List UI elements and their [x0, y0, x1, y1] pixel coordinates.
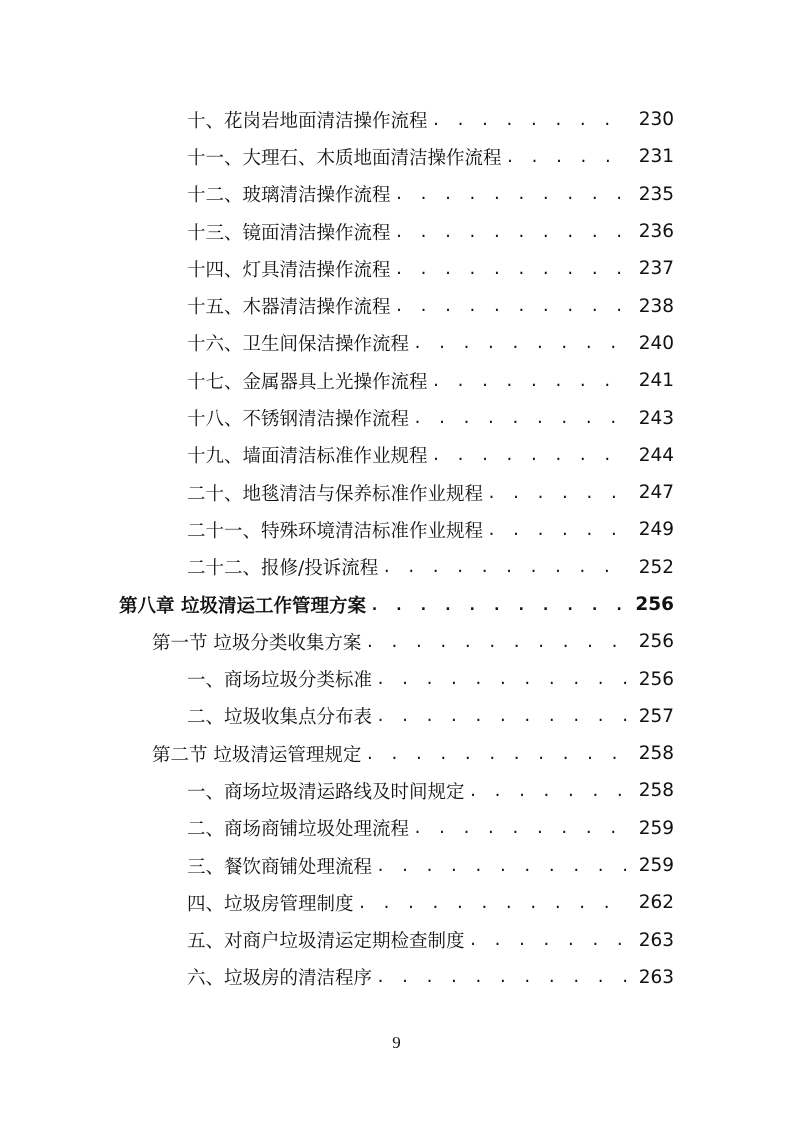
- toc-entry-title: 第八章 垃圾清运工作管理方案: [119, 595, 366, 617]
- toc-entry-title: 十七、金属器具上光操作流程: [187, 371, 428, 393]
- toc-entry-title: 二、垃圾收集点分布表: [187, 707, 373, 729]
- toc-entry-page: 241: [638, 370, 674, 392]
- toc-item-entry[interactable]: [0, 213, 793, 250]
- toc-entry-page: 259: [638, 855, 674, 877]
- dot-leader: [487, 521, 628, 539]
- toc-entry-title: 第二节 垃圾清运管理规定: [152, 744, 362, 766]
- toc-entry-title: 五、对商户垃圾清运定期检查制度: [187, 931, 465, 953]
- toc-entry-page: 240: [638, 332, 674, 354]
- toc-item-entry[interactable]: [0, 362, 793, 399]
- toc-entry-page: 256: [635, 594, 674, 615]
- toc-entry-title: 十八、不锈钢清洁操作流程: [187, 409, 410, 431]
- toc-item-entry[interactable]: [0, 474, 793, 511]
- toc-item-entry[interactable]: [0, 549, 793, 586]
- dot-leader: [376, 968, 628, 986]
- toc-entry-page: 247: [638, 482, 674, 504]
- dot-leader: [365, 633, 628, 651]
- page-number: 9: [392, 1033, 401, 1052]
- toc-entry-page: 259: [638, 817, 674, 839]
- toc-entry-title: 十三、镜面清洁操作流程: [187, 222, 391, 244]
- dot-leader: [506, 148, 628, 166]
- toc-item-entry[interactable]: [0, 660, 793, 697]
- toc-item-entry[interactable]: [0, 437, 793, 474]
- toc-entry-page: 236: [638, 221, 674, 243]
- toc-entry-page: 230: [638, 109, 674, 131]
- toc-item-entry[interactable]: [0, 698, 793, 735]
- toc-entry-title: 十、花岗岩地面清洁操作流程: [187, 110, 428, 132]
- toc-entry-title: 十二、玻璃清洁操作流程: [187, 185, 391, 207]
- toc-item-entry[interactable]: [0, 810, 793, 847]
- dot-leader: [413, 409, 628, 427]
- toc-entry-title: 一、商场垃圾清运路线及时间规定: [187, 781, 465, 803]
- toc-entry-page: 263: [638, 966, 674, 988]
- dot-leader: [469, 782, 628, 800]
- toc-entry-title: 六、垃圾房的清洁程序: [187, 968, 373, 990]
- toc-chapter-entry[interactable]: [0, 586, 793, 623]
- toc-entry-title: 二十二、报修/投诉流程: [187, 558, 379, 580]
- toc-item-entry[interactable]: [0, 772, 793, 809]
- toc-entry-title: 第一节 垃圾分类收集方案: [152, 632, 362, 654]
- toc-item-entry[interactable]: [0, 176, 793, 213]
- toc-entry-page: 231: [638, 146, 674, 168]
- toc-entry-page: 235: [638, 183, 674, 205]
- toc-item-entry[interactable]: [0, 101, 793, 138]
- dot-leader: [432, 111, 628, 129]
- dot-leader: [395, 260, 628, 278]
- toc-entry-title: 十一、大理石、木质地面清洁操作流程: [187, 147, 502, 169]
- toc-entry-page: 256: [638, 631, 674, 653]
- toc-entry-page: 257: [638, 705, 674, 727]
- dot-leader: [395, 223, 628, 241]
- toc-entry-page: 258: [638, 780, 674, 802]
- toc-entry-title: 十五、木器清洁操作流程: [187, 297, 391, 319]
- dot-leader: [413, 819, 628, 837]
- toc-section-entry[interactable]: [0, 623, 793, 660]
- toc-entry-page: 258: [638, 743, 674, 765]
- toc-item-entry[interactable]: [0, 250, 793, 287]
- dot-leader: [395, 297, 628, 315]
- toc-entry-title: 四、垃圾房管理制度: [187, 893, 354, 915]
- toc-entry-title: 二十、地毯清洁与保养标准作业规程: [187, 483, 484, 505]
- dot-leader: [432, 446, 628, 464]
- toc-entry-page: 263: [638, 929, 674, 951]
- toc-entry-page: 249: [638, 519, 674, 541]
- toc-section-entry[interactable]: [0, 735, 793, 772]
- toc-entry-title: 十四、灯具清洁操作流程: [187, 259, 391, 281]
- toc-item-entry[interactable]: [0, 847, 793, 884]
- dot-leader: [382, 558, 628, 576]
- dot-leader: [432, 372, 628, 390]
- toc-item-entry[interactable]: [0, 138, 793, 175]
- toc-item-entry[interactable]: [0, 922, 793, 959]
- toc-item-entry[interactable]: [0, 399, 793, 436]
- table-of-contents: [0, 101, 793, 996]
- toc-entry-page: 244: [638, 444, 674, 466]
- toc-item-entry[interactable]: [0, 325, 793, 362]
- toc-entry-title: 三、餐饮商铺处理流程: [187, 856, 373, 878]
- toc-entry-page: 256: [638, 668, 674, 690]
- toc-entry-title: 二十一、特殊环境清洁标准作业规程: [187, 520, 484, 542]
- toc-entry-page: 243: [638, 407, 674, 429]
- toc-entry-page: 238: [638, 295, 674, 317]
- dot-leader: [376, 857, 628, 875]
- toc-entry-title: 一、商场垃圾分类标准: [187, 670, 373, 692]
- toc-entry-title: 十六、卫生间保洁操作流程: [187, 334, 410, 356]
- dot-leader: [370, 596, 628, 614]
- toc-entry-page: 237: [638, 258, 674, 280]
- toc-item-entry[interactable]: [0, 287, 793, 324]
- dot-leader: [413, 334, 628, 352]
- toc-entry-title: 十九、墙面清洁标准作业规程: [187, 446, 428, 468]
- dot-leader: [365, 745, 628, 763]
- dot-leader: [469, 931, 628, 949]
- toc-item-entry[interactable]: [0, 511, 793, 548]
- dot-leader: [376, 707, 628, 725]
- dot-leader: [358, 894, 628, 912]
- toc-entry-page: 252: [638, 556, 674, 578]
- toc-entry-page: 262: [638, 892, 674, 914]
- toc-item-entry[interactable]: [0, 884, 793, 921]
- dot-leader: [376, 670, 628, 688]
- dot-leader: [395, 185, 628, 203]
- dot-leader: [487, 484, 628, 502]
- toc-item-entry[interactable]: [0, 959, 793, 996]
- toc-entry-title: 二、商场商铺垃圾处理流程: [187, 819, 410, 841]
